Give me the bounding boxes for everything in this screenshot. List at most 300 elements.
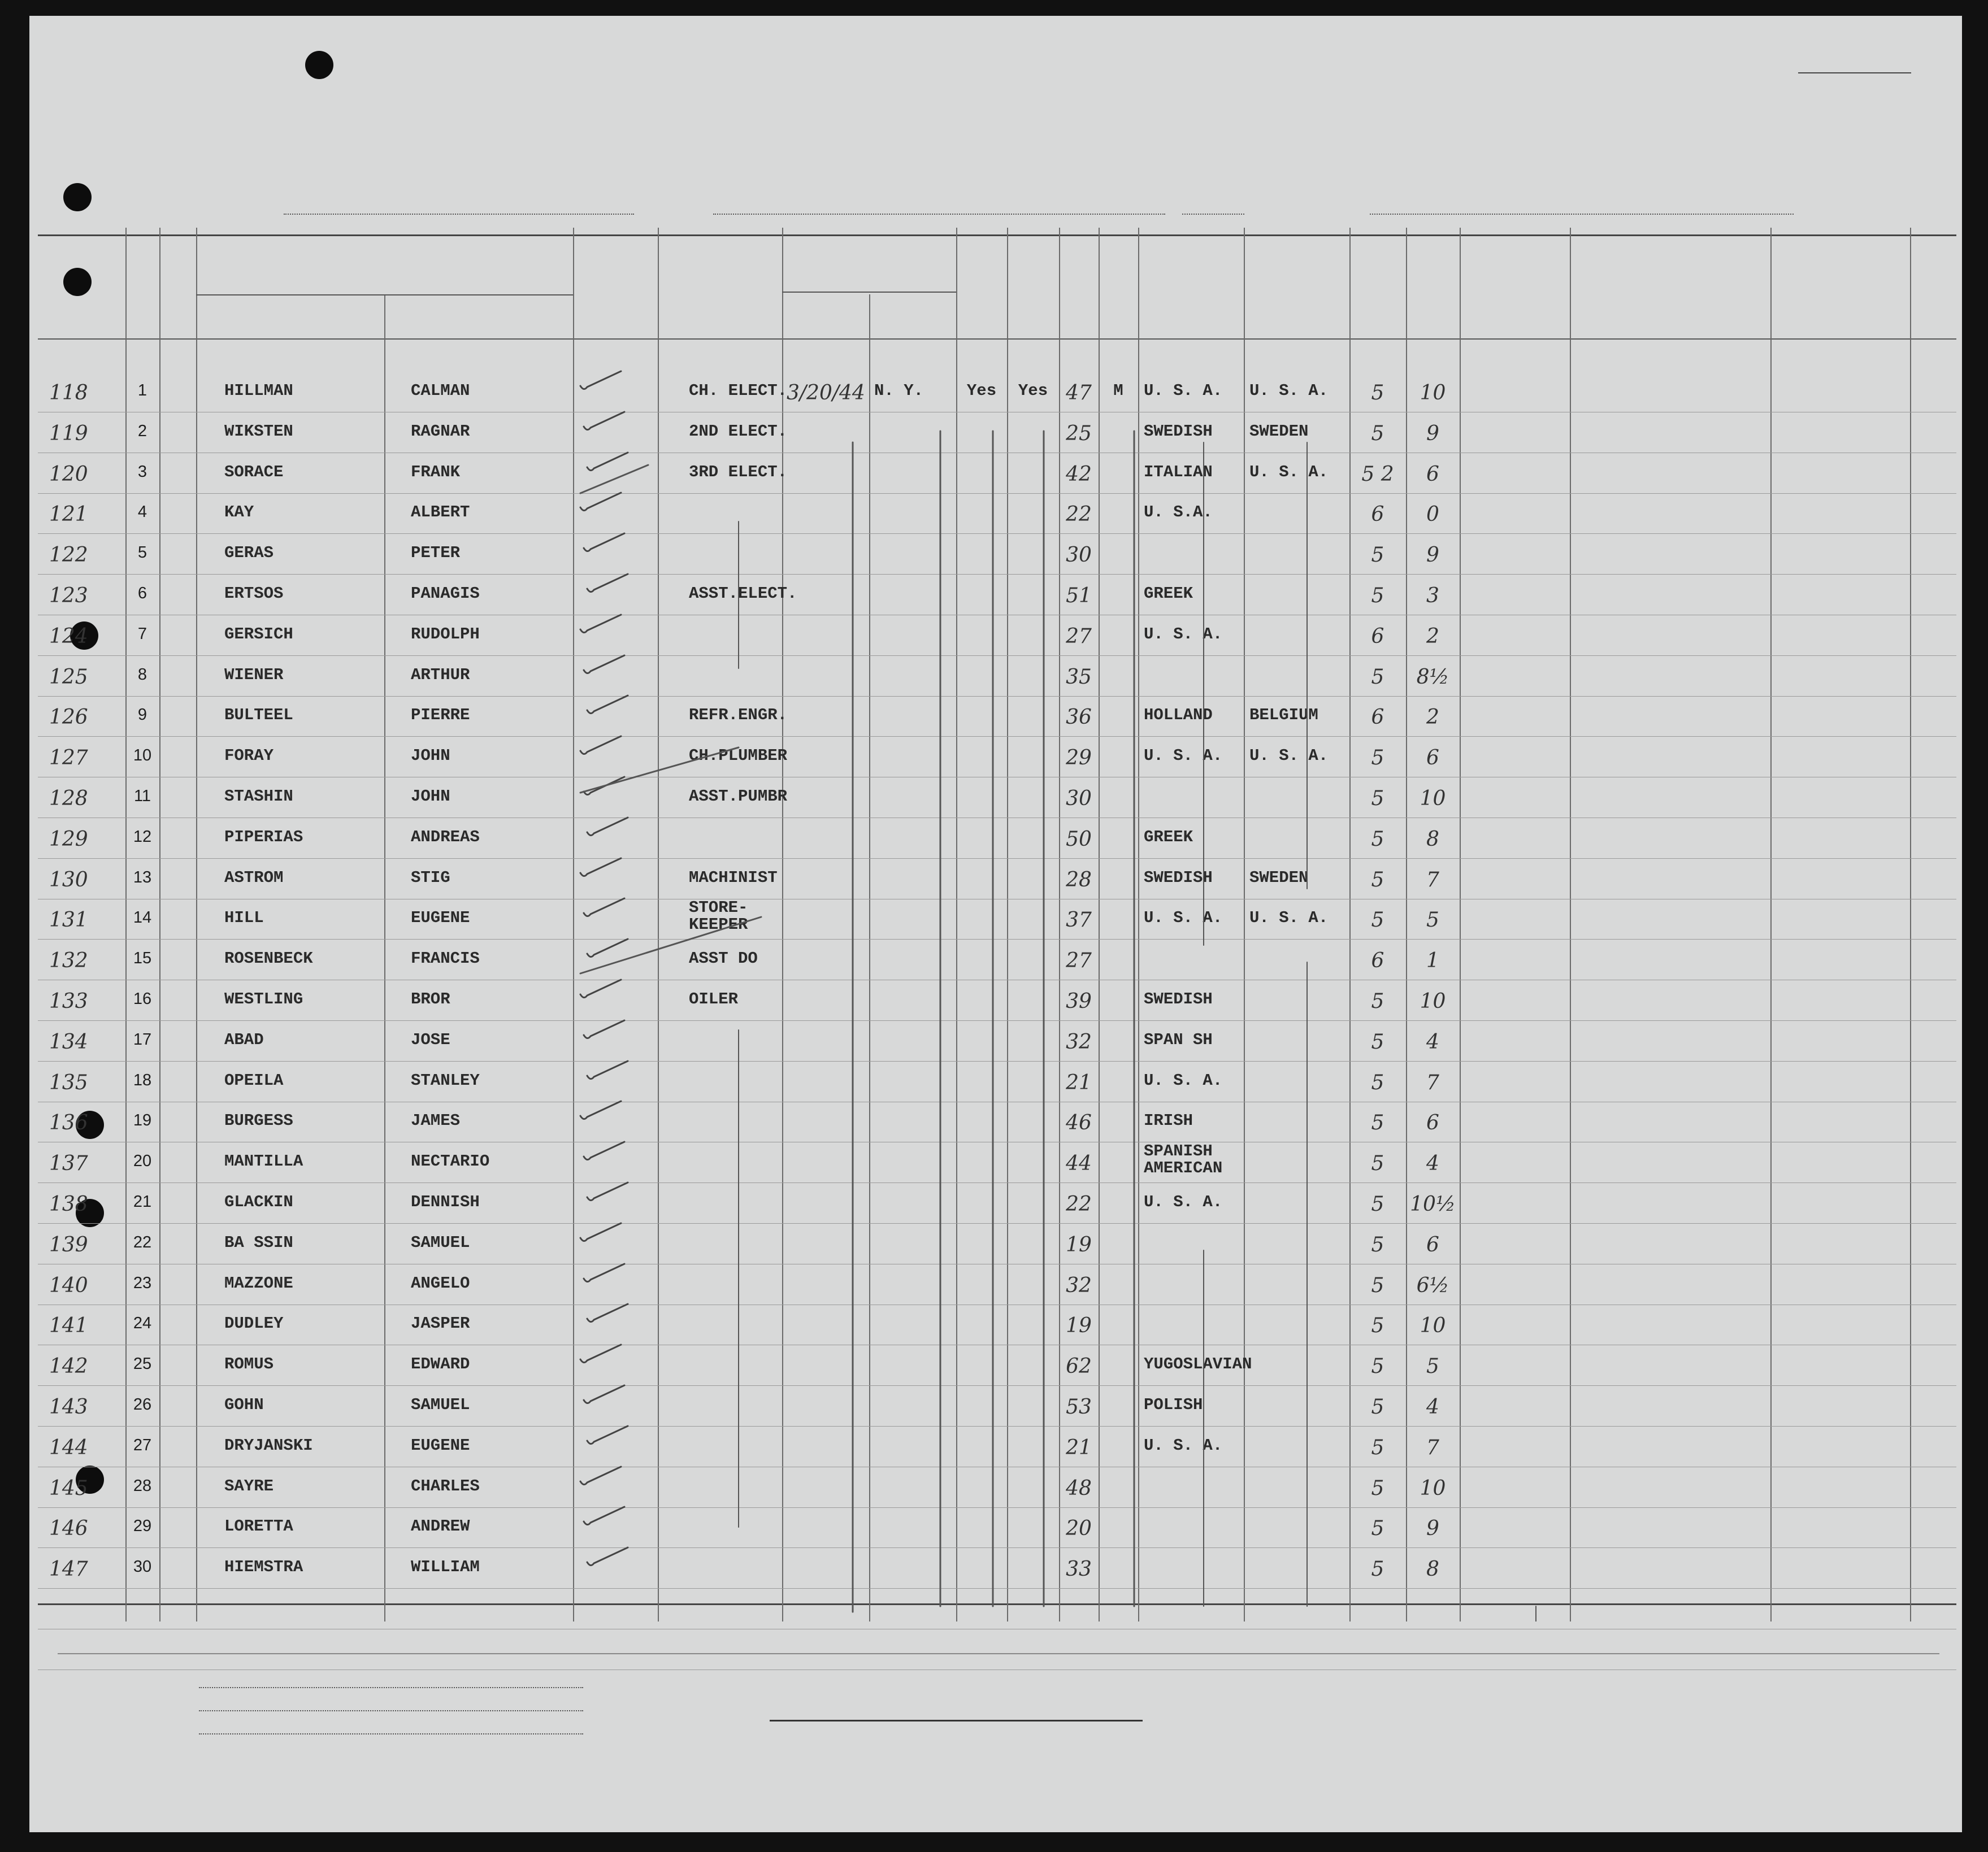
row-16-ref: 133 bbox=[49, 990, 88, 1013]
row-3-family: SORACE bbox=[224, 463, 284, 481]
row-29-no: 29 bbox=[133, 1517, 152, 1535]
service-check-mark-icon bbox=[580, 371, 621, 389]
row-4-height: 6 bbox=[1371, 503, 1384, 526]
row-10-height: 5 bbox=[1371, 746, 1384, 770]
row-1-read: Yes bbox=[1018, 381, 1048, 400]
row-16-race: SWEDISH bbox=[1144, 990, 1213, 1008]
row-27-ref: 144 bbox=[49, 1436, 88, 1459]
row-26-height: 5 bbox=[1371, 1395, 1384, 1419]
row-22-given: SAMUEL bbox=[411, 1233, 470, 1252]
row-23-weight: 6½ bbox=[1416, 1274, 1449, 1297]
row-25-ref: 142 bbox=[49, 1355, 88, 1378]
row-17-family: ABAD bbox=[224, 1031, 264, 1049]
row-3-weight: 6 bbox=[1426, 463, 1439, 486]
row-29-ref: 146 bbox=[49, 1517, 88, 1540]
row-6-race: GREEK bbox=[1144, 584, 1193, 603]
row-3-ref: 120 bbox=[49, 463, 88, 486]
row-6-height: 5 bbox=[1371, 584, 1384, 607]
row-24-given: JASPER bbox=[411, 1314, 470, 1333]
row-12-no: 12 bbox=[133, 828, 152, 846]
row-21-weight: 10½ bbox=[1410, 1193, 1456, 1216]
row-14-age: 37 bbox=[1066, 908, 1092, 932]
row-13-no: 13 bbox=[133, 868, 152, 886]
service-check-mark-icon bbox=[580, 980, 621, 998]
row-14-given: EUGENE bbox=[411, 908, 470, 927]
row-20-weight: 4 bbox=[1426, 1152, 1439, 1175]
row-27-family: DRYJANSKI bbox=[224, 1436, 313, 1455]
row-27-no: 27 bbox=[133, 1436, 152, 1454]
row-1-discharged: Yes bbox=[966, 381, 997, 400]
service-check-mark-icon bbox=[580, 1467, 621, 1485]
row-24-weight: 10 bbox=[1420, 1314, 1446, 1337]
row-4-no: 4 bbox=[137, 503, 147, 521]
row-18-ref: 135 bbox=[49, 1071, 88, 1094]
row-7-no: 7 bbox=[137, 625, 147, 643]
row-5-no: 5 bbox=[137, 544, 147, 562]
row-30-height: 5 bbox=[1371, 1558, 1384, 1581]
row-23-ref: 140 bbox=[49, 1274, 88, 1297]
row-22-ref: 139 bbox=[49, 1233, 88, 1257]
row-22-weight: 6 bbox=[1426, 1233, 1439, 1257]
service-ditto-stroke bbox=[580, 917, 761, 973]
row-27-height: 5 bbox=[1371, 1436, 1384, 1459]
row-22-height: 5 bbox=[1371, 1233, 1384, 1257]
row-16-given: BROR bbox=[411, 990, 450, 1008]
row-15-family: ROSENBECK bbox=[224, 949, 313, 968]
row-25-family: ROMUS bbox=[224, 1355, 274, 1373]
service-check-mark-icon bbox=[587, 1426, 628, 1444]
row-4-weight: 0 bbox=[1426, 503, 1439, 526]
row-1-position: CH. ELECT. bbox=[689, 381, 788, 400]
row-24-family: DUDLEY bbox=[224, 1314, 284, 1333]
row-25-race: YUGOSLAVIAN bbox=[1144, 1355, 1252, 1373]
row-5-height: 5 bbox=[1371, 544, 1384, 567]
punch-hole bbox=[63, 183, 92, 211]
row-10-race: U. S. A. bbox=[1144, 746, 1223, 765]
row-28-given: CHARLES bbox=[411, 1477, 480, 1495]
row-27-race: U. S. A. bbox=[1144, 1436, 1223, 1455]
row-23-age: 32 bbox=[1066, 1274, 1092, 1297]
row-10-family: FORAY bbox=[224, 746, 274, 765]
row-13-weight: 7 bbox=[1426, 868, 1439, 892]
service-check-mark-icon bbox=[584, 1020, 624, 1038]
row-14-nationality: U. S. A. bbox=[1249, 908, 1329, 927]
row-21-ref: 138 bbox=[49, 1193, 88, 1216]
row-2-no: 2 bbox=[137, 422, 147, 440]
row-26-family: GOHN bbox=[224, 1395, 264, 1414]
row-13-given: STIG bbox=[411, 868, 450, 887]
row-7-family: GERSICH bbox=[224, 625, 293, 644]
service-check-mark-icon bbox=[580, 1345, 621, 1363]
row-5-given: PETER bbox=[411, 544, 461, 562]
row-9-given: PIERRE bbox=[411, 706, 470, 724]
row-3-given: FRANK bbox=[411, 463, 461, 481]
row-2-weight: 9 bbox=[1426, 422, 1439, 445]
row-17-weight: 4 bbox=[1426, 1031, 1439, 1054]
row-13-height: 5 bbox=[1371, 868, 1384, 892]
row-23-height: 5 bbox=[1371, 1274, 1384, 1297]
row-26-given: SAMUEL bbox=[411, 1395, 470, 1414]
row-23-family: MAZZONE bbox=[224, 1274, 293, 1293]
row-2-age: 25 bbox=[1066, 422, 1092, 445]
row-2-given: RAGNAR bbox=[411, 422, 470, 441]
row-20-race: SPANISH AMERICAN bbox=[1144, 1142, 1223, 1177]
row-1-given: CALMAN bbox=[411, 381, 470, 400]
row-13-family: ASTROM bbox=[224, 868, 284, 887]
row-3-age: 42 bbox=[1066, 463, 1092, 486]
row-1-height: 5 bbox=[1371, 381, 1384, 405]
service-check-mark-icon bbox=[584, 412, 624, 430]
row-6-family: ERTSOS bbox=[224, 584, 284, 603]
row-4-ref: 121 bbox=[49, 503, 88, 526]
row-2-race: SWEDISH bbox=[1144, 422, 1213, 441]
row-1-sex: M bbox=[1113, 381, 1123, 400]
service-check-mark-icon bbox=[587, 1304, 628, 1322]
row-3-no: 3 bbox=[137, 463, 147, 481]
manifest-sheet bbox=[29, 16, 1962, 1832]
row-29-family: LORETTA bbox=[224, 1517, 293, 1536]
row-15-age: 27 bbox=[1066, 949, 1092, 972]
row-24-no: 24 bbox=[133, 1314, 152, 1332]
row-2-family: WIKSTEN bbox=[224, 422, 293, 441]
row-12-age: 50 bbox=[1066, 828, 1092, 851]
punch-hole bbox=[305, 51, 333, 79]
row-30-no: 30 bbox=[133, 1558, 152, 1576]
row-17-no: 17 bbox=[133, 1031, 152, 1049]
row-17-height: 5 bbox=[1371, 1031, 1384, 1054]
row-18-race: U. S. A. bbox=[1144, 1071, 1223, 1090]
row-10-given: JOHN bbox=[411, 746, 450, 765]
row-13-nationality: SWEDEN bbox=[1249, 868, 1309, 887]
row-12-family: PIPERIAS bbox=[224, 828, 303, 846]
row-4-age: 22 bbox=[1066, 503, 1092, 526]
row-18-no: 18 bbox=[133, 1071, 152, 1089]
service-check-mark-icon bbox=[587, 695, 628, 714]
row-30-age: 33 bbox=[1066, 1558, 1092, 1581]
row-6-weight: 3 bbox=[1426, 584, 1439, 607]
row-25-age: 62 bbox=[1066, 1355, 1092, 1378]
row-3-nationality: U. S. A. bbox=[1249, 463, 1329, 481]
row-13-ref: 130 bbox=[49, 868, 88, 892]
row-11-given: JOHN bbox=[411, 787, 450, 806]
row-20-no: 20 bbox=[133, 1152, 152, 1170]
row-4-family: KAY bbox=[224, 503, 254, 521]
row-21-family: GLACKIN bbox=[224, 1193, 293, 1211]
row-22-no: 22 bbox=[133, 1233, 152, 1251]
arriving-underline bbox=[713, 214, 1165, 215]
sheet-number-line bbox=[1798, 72, 1911, 73]
row-18-given: STANLEY bbox=[411, 1071, 480, 1090]
row-17-age: 32 bbox=[1066, 1031, 1092, 1054]
row-25-no: 25 bbox=[133, 1355, 152, 1373]
row-9-family: BULTEEL bbox=[224, 706, 293, 724]
row-11-age: 30 bbox=[1066, 787, 1092, 810]
row-11-position: ASST.PUMBR bbox=[689, 787, 788, 806]
owners-underline bbox=[199, 1710, 583, 1711]
row-18-weight: 7 bbox=[1426, 1071, 1439, 1094]
row-28-age: 48 bbox=[1066, 1477, 1092, 1500]
row-28-weight: 10 bbox=[1420, 1477, 1446, 1500]
row-1-nationality: U. S. A. bbox=[1249, 381, 1329, 400]
service-check-mark-icon bbox=[584, 1507, 624, 1525]
row-21-height: 5 bbox=[1371, 1193, 1384, 1216]
row-15-weight: 1 bbox=[1426, 949, 1439, 972]
footer-top-rule bbox=[58, 1653, 1939, 1654]
row-8-ref: 125 bbox=[49, 666, 88, 689]
row-14-family: HILL bbox=[224, 908, 264, 927]
vessel-underline bbox=[284, 214, 634, 215]
row-14-no: 14 bbox=[133, 908, 152, 927]
row-7-height: 6 bbox=[1371, 625, 1384, 648]
row-28-family: SAYRE bbox=[224, 1477, 274, 1495]
row-28-no: 28 bbox=[133, 1477, 152, 1495]
row-26-ref: 143 bbox=[49, 1395, 88, 1419]
service-check-mark-icon bbox=[587, 1547, 628, 1566]
service-check-mark-icon bbox=[580, 858, 621, 876]
service-check-mark-icon bbox=[587, 939, 628, 957]
row-16-age: 39 bbox=[1066, 990, 1092, 1013]
row-14-ref: 131 bbox=[49, 908, 88, 932]
row-10-nationality: U. S. A. bbox=[1249, 746, 1329, 765]
row-19-weight: 6 bbox=[1426, 1111, 1439, 1134]
row-6-no: 6 bbox=[137, 584, 147, 602]
row-23-given: ANGELO bbox=[411, 1274, 470, 1293]
row-8-given: ARTHUR bbox=[411, 666, 470, 684]
service-check-mark-icon bbox=[584, 1142, 624, 1160]
row-25-height: 5 bbox=[1371, 1355, 1384, 1378]
row-2-height: 5 bbox=[1371, 422, 1384, 445]
row-12-given: ANDREAS bbox=[411, 828, 480, 846]
service-check-mark-icon bbox=[587, 1183, 628, 1201]
row-22-family: BA SSIN bbox=[224, 1233, 293, 1252]
row-9-nationality: BELGIUM bbox=[1249, 706, 1318, 724]
row-29-given: ANDREW bbox=[411, 1517, 470, 1536]
row-7-weight: 2 bbox=[1426, 625, 1439, 648]
row-16-weight: 10 bbox=[1420, 990, 1446, 1013]
row-8-age: 35 bbox=[1066, 666, 1092, 689]
row-29-weight: 9 bbox=[1426, 1517, 1439, 1540]
row-1-weight: 10 bbox=[1420, 381, 1446, 405]
row-19-given: JAMES bbox=[411, 1111, 461, 1130]
row-13-age: 28 bbox=[1066, 868, 1092, 892]
row-16-family: WESTLING bbox=[224, 990, 303, 1008]
row-26-race: POLISH bbox=[1144, 1395, 1203, 1414]
service-check-mark-icon bbox=[587, 818, 628, 836]
row-23-no: 23 bbox=[133, 1274, 152, 1292]
service-check-mark-icon bbox=[587, 1061, 628, 1079]
row-24-age: 19 bbox=[1066, 1314, 1092, 1337]
row-20-ref: 137 bbox=[49, 1152, 88, 1175]
row-19-ref: 136 bbox=[49, 1111, 88, 1134]
row-15-given: FRANCIS bbox=[411, 949, 480, 968]
row-2-ref: 119 bbox=[49, 422, 88, 445]
row-7-race: U. S. A. bbox=[1144, 625, 1223, 644]
row-14-weight: 5 bbox=[1426, 908, 1439, 932]
row-5-weight: 9 bbox=[1426, 544, 1439, 567]
row-20-family: MANTILLA bbox=[224, 1152, 303, 1171]
row-30-family: HIEMSTRA bbox=[224, 1558, 303, 1576]
row-12-weight: 8 bbox=[1426, 828, 1439, 851]
row-10-position: CH.PLUMBER bbox=[689, 746, 788, 765]
service-check-mark-icon bbox=[580, 493, 621, 511]
row-19-race: IRISH bbox=[1144, 1111, 1193, 1130]
row-9-height: 6 bbox=[1371, 706, 1384, 729]
service-check-mark-icon bbox=[580, 1223, 621, 1241]
row-13-position: MACHINIST bbox=[689, 868, 778, 887]
row-15-height: 6 bbox=[1371, 949, 1384, 972]
row-9-no: 9 bbox=[137, 706, 147, 724]
service-check-mark-icon bbox=[587, 453, 628, 471]
row-6-age: 51 bbox=[1066, 584, 1092, 607]
row-4-given: ALBERT bbox=[411, 503, 470, 521]
row-27-age: 21 bbox=[1066, 1436, 1092, 1459]
row-8-family: WIENER bbox=[224, 666, 284, 684]
row-26-age: 53 bbox=[1066, 1395, 1092, 1419]
year-underline bbox=[1182, 214, 1244, 215]
signature-line bbox=[770, 1720, 1143, 1721]
row-14-position: STORE- KEEPER bbox=[689, 898, 748, 934]
row-24-height: 5 bbox=[1371, 1314, 1384, 1337]
row-9-weight: 2 bbox=[1426, 706, 1439, 729]
crew-manifest-table bbox=[38, 228, 1956, 1621]
row-17-ref: 134 bbox=[49, 1031, 88, 1054]
row-17-race: SPAN SH bbox=[1144, 1031, 1213, 1049]
row-3-height: 5 2 bbox=[1361, 463, 1394, 486]
row-9-age: 36 bbox=[1066, 706, 1092, 729]
row-27-weight: 7 bbox=[1426, 1436, 1439, 1459]
row-20-given: NECTARIO bbox=[411, 1152, 490, 1171]
row-10-age: 29 bbox=[1066, 746, 1092, 770]
row-8-weight: 8½ bbox=[1416, 666, 1449, 689]
row-19-height: 5 bbox=[1371, 1111, 1384, 1134]
row-11-no: 11 bbox=[133, 787, 151, 805]
row-25-given: EDWARD bbox=[411, 1355, 470, 1373]
row-28-height: 5 bbox=[1371, 1477, 1384, 1500]
row-12-race: GREEK bbox=[1144, 828, 1193, 846]
service-ditto-stroke bbox=[580, 747, 739, 793]
row-5-ref: 122 bbox=[49, 544, 88, 567]
row-3-race: ITALIAN bbox=[1144, 463, 1213, 481]
handwritten-marks bbox=[38, 228, 1956, 1621]
row-30-given: WILLIAM bbox=[411, 1558, 480, 1576]
service-check-mark-icon bbox=[584, 655, 624, 673]
row-21-given: DENNISH bbox=[411, 1193, 480, 1211]
row-30-ref: 147 bbox=[49, 1558, 88, 1581]
row-30-weight: 8 bbox=[1426, 1558, 1439, 1581]
row-2-position: 2ND ELECT. bbox=[689, 422, 788, 441]
row-18-age: 21 bbox=[1066, 1071, 1092, 1094]
row-7-age: 27 bbox=[1066, 625, 1092, 648]
row-10-weight: 6 bbox=[1426, 746, 1439, 770]
row-19-no: 19 bbox=[133, 1111, 152, 1129]
row-1-when: 3/20/44 bbox=[787, 381, 865, 405]
service-check-mark-icon bbox=[580, 1101, 621, 1119]
row-24-ref: 141 bbox=[49, 1314, 88, 1337]
row-6-ref: 123 bbox=[49, 584, 88, 607]
row-5-family: GERAS bbox=[224, 544, 274, 562]
row-1-family: HILLMAN bbox=[224, 381, 293, 400]
row-16-no: 16 bbox=[133, 990, 152, 1008]
row-10-ref: 127 bbox=[49, 746, 88, 770]
service-ditto-stroke bbox=[580, 465, 648, 493]
row-26-weight: 4 bbox=[1426, 1395, 1439, 1419]
row-18-family: OPEILA bbox=[224, 1071, 284, 1090]
row-14-height: 5 bbox=[1371, 908, 1384, 932]
row-18-height: 5 bbox=[1371, 1071, 1384, 1094]
service-check-mark-icon bbox=[584, 533, 624, 551]
line-underline bbox=[199, 1687, 583, 1688]
row-4-race: U. S.A. bbox=[1144, 503, 1213, 521]
row-27-given: EUGENE bbox=[411, 1436, 470, 1455]
row-13-race: SWEDISH bbox=[1144, 868, 1213, 887]
service-check-mark-icon bbox=[587, 574, 628, 592]
row-8-no: 8 bbox=[137, 666, 147, 684]
row-29-height: 5 bbox=[1371, 1517, 1384, 1540]
row-6-given: PANAGIS bbox=[411, 584, 480, 603]
row-12-ref: 129 bbox=[49, 828, 88, 851]
row-21-race: U. S. A. bbox=[1144, 1193, 1223, 1211]
row-12-height: 5 bbox=[1371, 828, 1384, 851]
row-15-position: ASST DO bbox=[689, 949, 758, 968]
row-11-weight: 10 bbox=[1420, 787, 1446, 810]
row-21-age: 22 bbox=[1066, 1193, 1092, 1216]
from-port-underline bbox=[1370, 214, 1794, 215]
row-21-no: 21 bbox=[133, 1193, 152, 1211]
row-16-height: 5 bbox=[1371, 990, 1384, 1013]
row-19-age: 46 bbox=[1066, 1111, 1092, 1134]
row-20-height: 5 bbox=[1371, 1152, 1384, 1175]
row-3-position: 3RD ELECT. bbox=[689, 463, 788, 481]
service-check-mark-icon bbox=[584, 898, 624, 916]
row-1-no: 1 bbox=[137, 381, 147, 399]
row-7-ref: 124 bbox=[49, 625, 88, 648]
row-6-position: ASST.ELECT. bbox=[689, 584, 797, 603]
row-20-age: 44 bbox=[1066, 1152, 1092, 1175]
row-15-no: 15 bbox=[133, 949, 152, 967]
row-22-age: 19 bbox=[1066, 1233, 1092, 1257]
row-29-age: 20 bbox=[1066, 1517, 1092, 1540]
row-11-family: STASHIN bbox=[224, 787, 293, 806]
row-19-family: BURGESS bbox=[224, 1111, 293, 1130]
row-15-ref: 132 bbox=[49, 949, 88, 972]
row-25-weight: 5 bbox=[1426, 1355, 1439, 1378]
row-11-height: 5 bbox=[1371, 787, 1384, 810]
row-1-race: U. S. A. bbox=[1144, 381, 1223, 400]
row-28-ref: 145 bbox=[49, 1477, 88, 1500]
service-check-mark-icon bbox=[584, 1264, 624, 1282]
row-5-age: 30 bbox=[1066, 544, 1092, 567]
row-17-given: JOSE bbox=[411, 1031, 450, 1049]
agents-underline bbox=[199, 1733, 583, 1734]
row-1-age: 47 bbox=[1066, 381, 1092, 405]
row-14-race: U. S. A. bbox=[1144, 908, 1223, 927]
row-10-no: 10 bbox=[133, 746, 152, 764]
row-16-position: OILER bbox=[689, 990, 739, 1008]
service-check-mark-icon bbox=[584, 1385, 624, 1403]
row-1-ref: 118 bbox=[49, 381, 88, 405]
row-11-ref: 128 bbox=[49, 787, 88, 810]
row-1-where: N. Y. bbox=[874, 381, 924, 400]
service-check-mark-icon bbox=[580, 615, 621, 633]
row-2-nationality: SWEDEN bbox=[1249, 422, 1309, 441]
row-7-given: RUDOLPH bbox=[411, 625, 480, 644]
row-9-race: HOLLAND bbox=[1144, 706, 1213, 724]
service-check-mark-icon bbox=[580, 736, 621, 754]
row-9-ref: 126 bbox=[49, 706, 88, 729]
row-26-no: 26 bbox=[133, 1395, 152, 1414]
row-8-height: 5 bbox=[1371, 666, 1384, 689]
row-9-position: REFR.ENGR. bbox=[689, 706, 788, 724]
